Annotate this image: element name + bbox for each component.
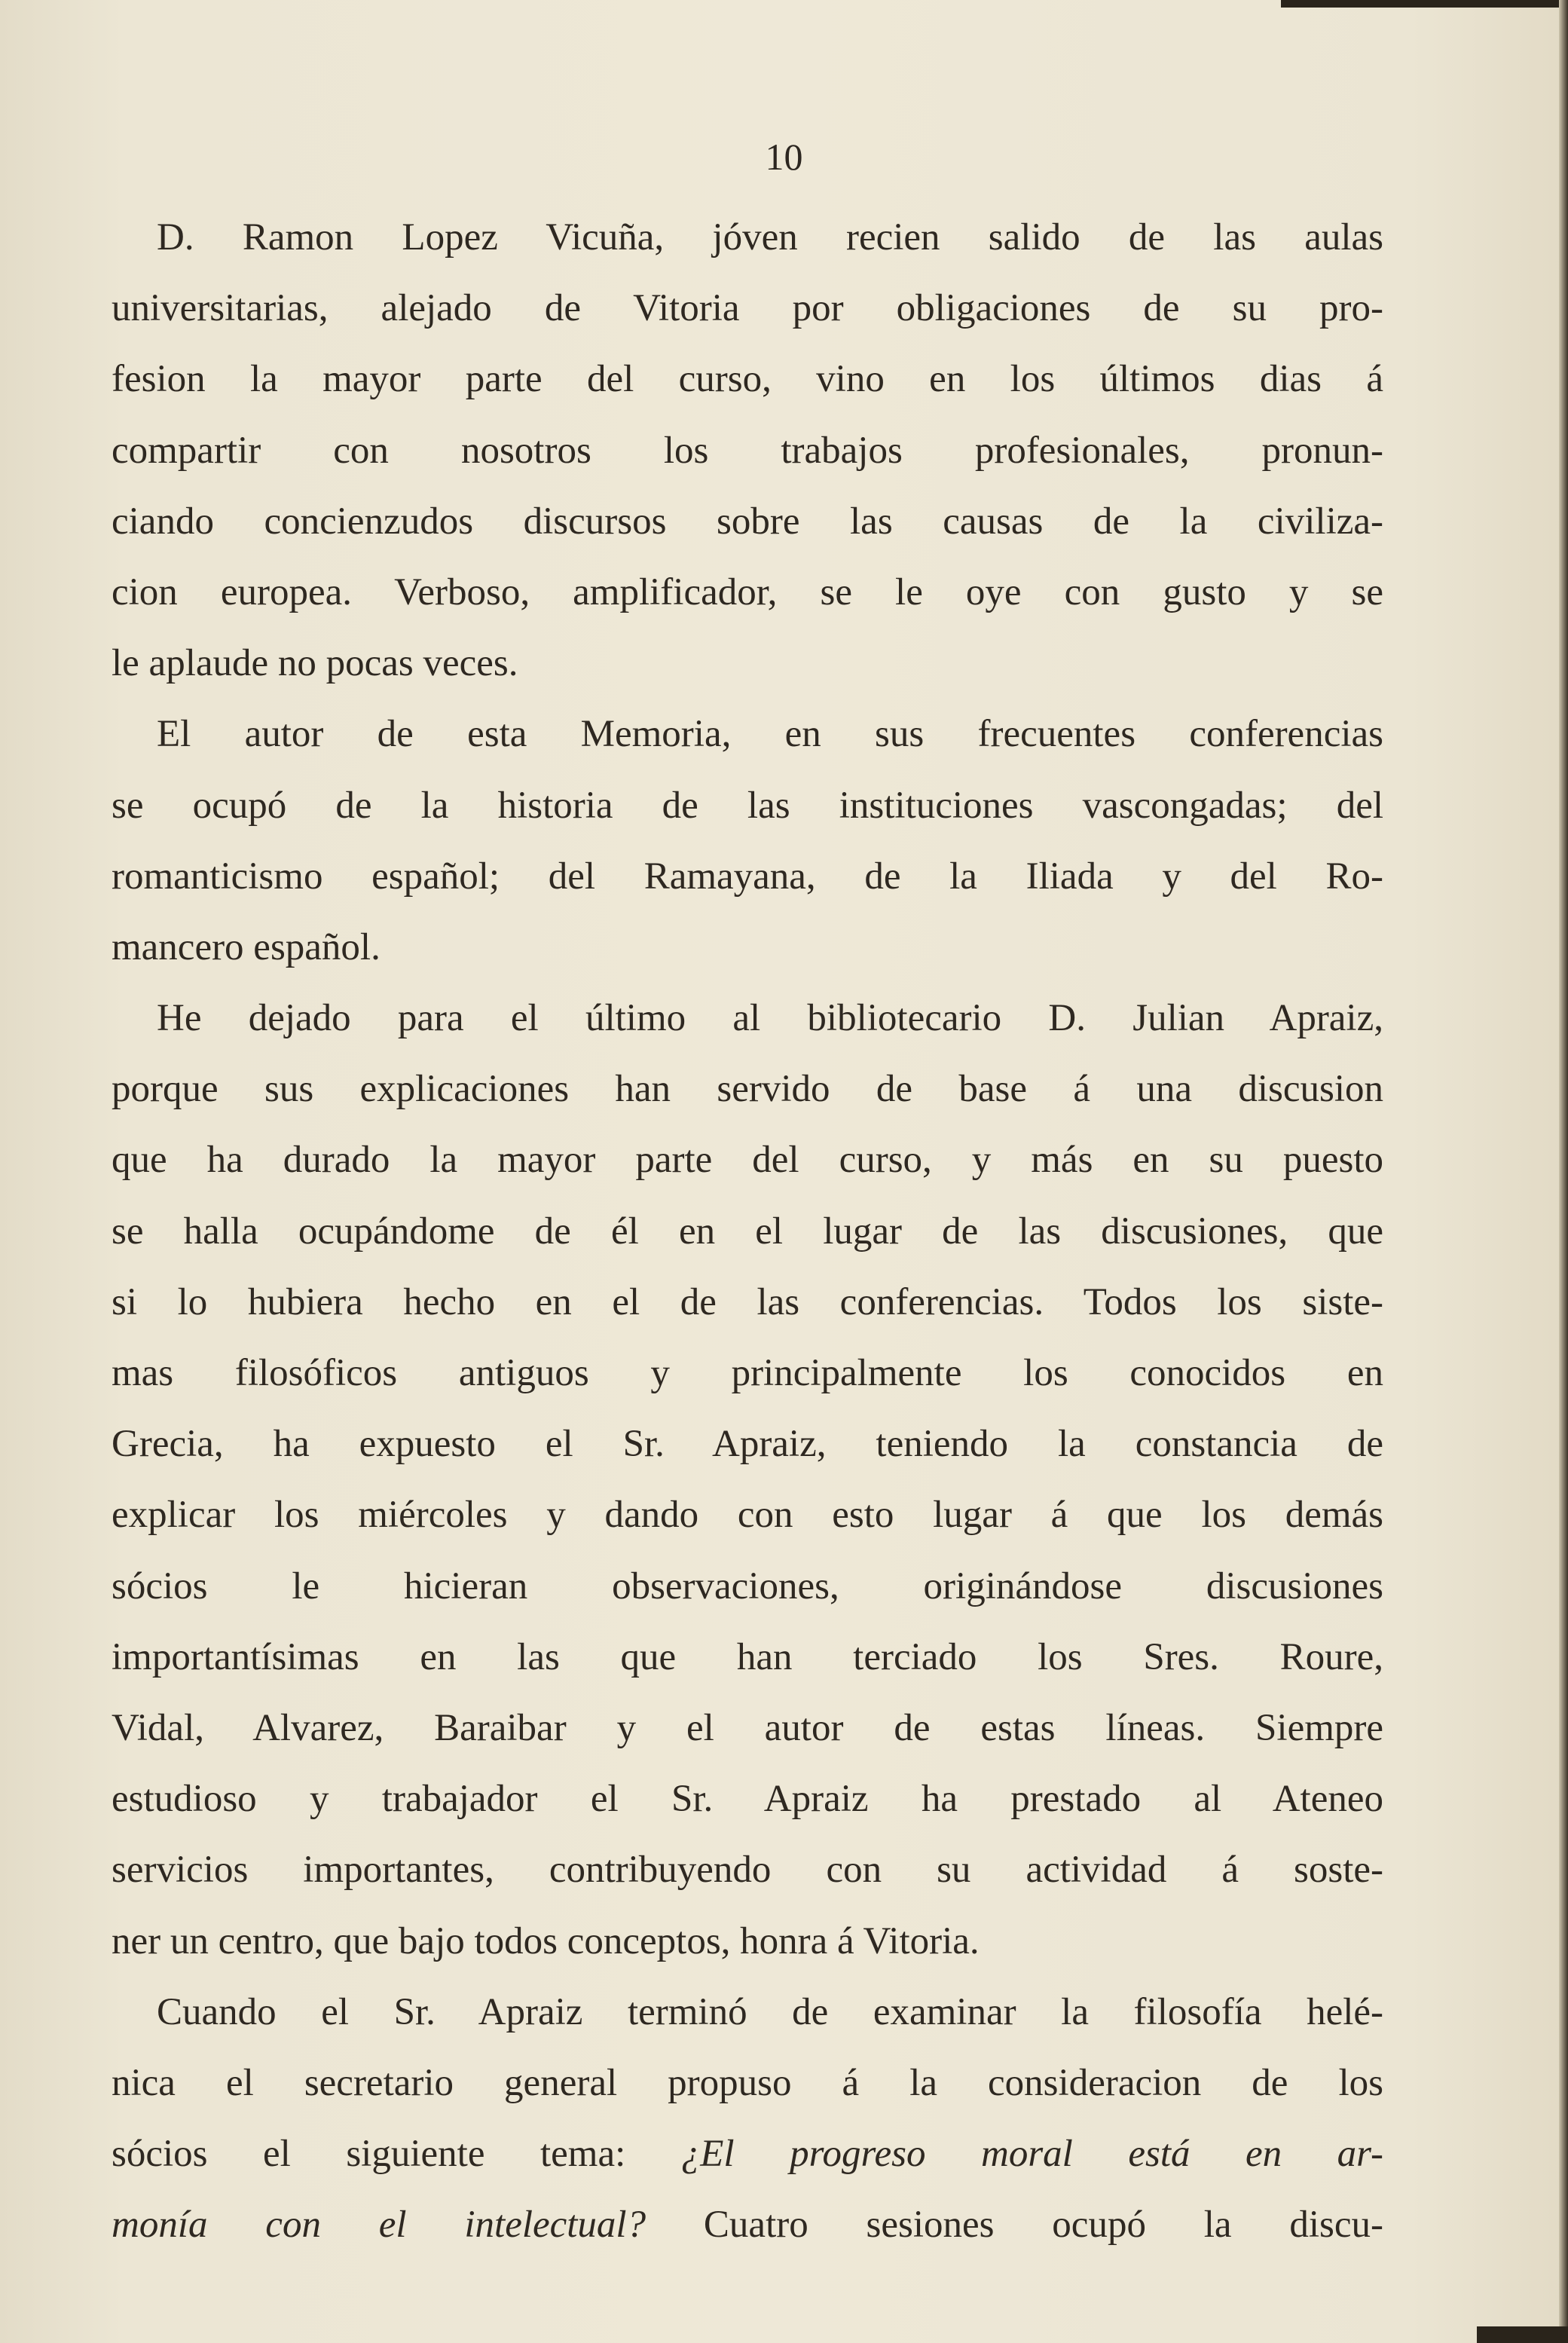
- page-number: 10: [765, 136, 803, 178]
- text-line: si lo hubiera hecho en el de las conferencias. Todos los siste-: [112, 1280, 1383, 1323]
- text-line: compartir con nosotros los trabajos profesionales, pronun-: [112, 429, 1383, 472]
- page-bottom-edge-shadow: [1477, 2326, 1568, 2343]
- text-line: porque sus explicaciones han servido de base á una discusion: [112, 1068, 1383, 1111]
- text-run: sócios el siguiente tema:: [112, 2133, 681, 2176]
- text-line: ciando concienzudos discursos sobre las causas de la civiliza-: [112, 500, 1383, 543]
- text-line: que ha durado la mayor parte del curso, y más en su puesto: [112, 1139, 1383, 1182]
- text-line: cion europea. Verboso, amplificador, se le oye con gusto y se: [112, 570, 1383, 613]
- text-line: explicar los miércoles y dando con esto lugar á que los demás: [112, 1494, 1383, 1537]
- text-line: Grecia, ha expuesto el Sr. Apraiz, teniendo la constancia de: [112, 1423, 1383, 1466]
- text-line: servicios importantes, contribuyendo con su actividad á soste-: [112, 1849, 1383, 1892]
- page-right-edge-shadow: [1559, 0, 1568, 2343]
- text-line: fesion la mayor parte del curso, vino en los últimos dias á: [112, 358, 1383, 401]
- text-line: romanticismo español; del Ramayana, de la Iliada y del Ro-: [112, 855, 1383, 898]
- text-line: se halla ocupándome de él en el lugar de las discusiones, que: [112, 1210, 1383, 1253]
- text-line: [112, 2189, 1383, 2260]
- text-line: mancero español.: [112, 925, 381, 968]
- text-line: sócios le hicieran observaciones, originándose discusiones: [112, 1565, 1383, 1607]
- text-line: se ocupó de la historia de las instituciones vascongadas; del: [112, 784, 1383, 827]
- body-text: [112, 202, 1383, 2260]
- text-line: mas filosóficos antiguos y principalmente los conocidos en: [112, 1352, 1383, 1394]
- text-line: le aplaude no pocas veces.: [112, 642, 518, 685]
- text-line: importantísimas en las que han terciado los Sres. Roure,: [112, 1635, 1383, 1678]
- text-line: ner un centro, que bajo todos conceptos, honra á Vitoria.: [112, 1919, 980, 1962]
- text-line: D. Ramon Lopez Vicuña, jóven recien salido de las aulas: [157, 216, 1383, 258]
- text-line: [112, 2118, 1383, 2189]
- italic-topic-run: ¿El progreso moral está en ar-: [680, 2133, 1383, 2176]
- text-line: Cuando el Sr. Apraiz terminó de examinar la filosofía helé-: [157, 1990, 1383, 2033]
- text-run: Cuatro sesiones ocupó la discu-: [646, 2204, 1383, 2247]
- italic-topic-run: monía con el intelectual?: [112, 2204, 646, 2247]
- text-line: estudioso y trabajador el Sr. Apraiz ha prestado al Ateneo: [112, 1778, 1383, 1821]
- text-line: He dejado para el último al bibliotecario D. Julian Apraiz,: [157, 997, 1383, 1040]
- text-line: nica el secretario general propuso á la consideracion de los: [112, 2061, 1383, 2104]
- text-line: El autor de esta Memoria, en sus frecuentes conferencias: [157, 713, 1383, 756]
- page-top-edge-shadow: [1281, 0, 1568, 8]
- text-line: universitarias, alejado de Vitoria por obligaciones de su pro-: [112, 287, 1383, 330]
- text-line: Vidal, Alvarez, Baraibar y el autor de estas líneas. Siempre: [112, 1706, 1383, 1749]
